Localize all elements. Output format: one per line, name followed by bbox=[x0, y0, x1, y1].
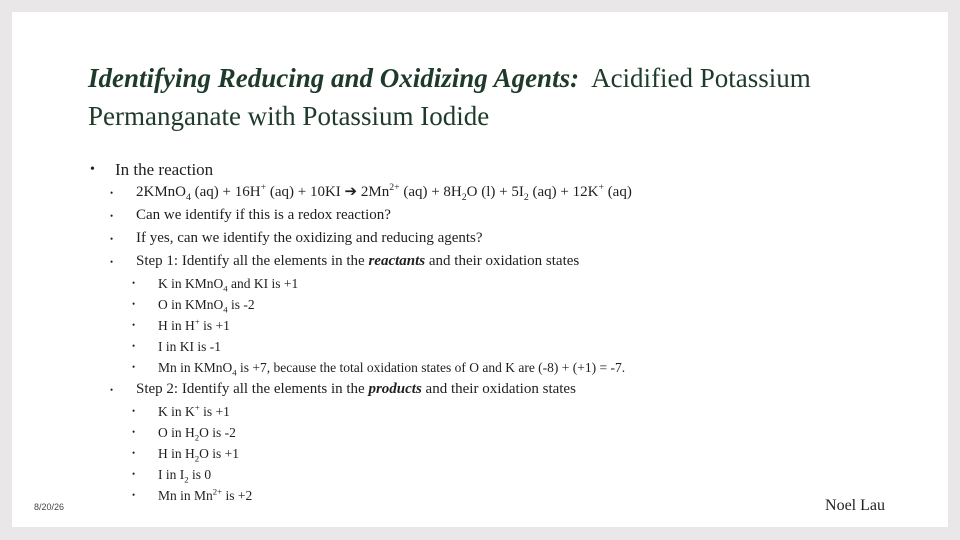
title-emphasis: Identifying Reducing and Oxidizing Agents: bbox=[88, 63, 580, 93]
product-item: • H in $H_2O$ is +1 bbox=[132, 446, 240, 464]
bullet-question-agents: • If yes, can we identify the oxidizing and reducing agents? bbox=[110, 230, 483, 246]
slide bbox=[12, 12, 948, 527]
bullet-list bbox=[88, 159, 928, 508]
reactant-item: • O in KMnO$_4$ is -2 bbox=[132, 297, 255, 315]
bullet-in-the-reaction: • In the reaction bbox=[90, 160, 214, 179]
product-item: • I in $I_2$ is 0 bbox=[132, 467, 212, 485]
footer-date: 8/20/26 bbox=[34, 502, 65, 512]
bullet-step1: • Step 1: Identify all the elements in the reactants and their oxidation states bbox=[110, 253, 580, 269]
bullet-step2: • Step 2: Identify all the elements in the products and their oxidation states bbox=[110, 381, 576, 397]
reactant-item: • I in KI is -1 bbox=[132, 339, 221, 354]
product-item: • O in $H_2O$ is -2 bbox=[132, 425, 236, 443]
bullet-question-redox: • Can we identify if this is a redox reaction? bbox=[110, 207, 391, 223]
footer-author: Noel Lau bbox=[825, 497, 885, 514]
reactant-item: • Mn in KMnO$_4$ is +7, because the total oxidation states of O and K are (-8) + (+1) = -7. bbox=[132, 360, 626, 378]
reactant-item: • K in KMnO$_4$ and KI is +1 bbox=[132, 276, 299, 294]
slide-title bbox=[88, 59, 908, 135]
title-rest: Acidified Potassium Permanganate with Potassium Iodide bbox=[88, 63, 811, 131]
reactant-item: • H in H+ is +1 bbox=[132, 316, 230, 333]
arrow-icon: ➔ bbox=[344, 184, 358, 200]
product-item: • Mn in $Mn^{2+}$ is +2 bbox=[132, 486, 253, 503]
product-item: • K in K+ is +1 bbox=[132, 402, 230, 419]
bullet-equation: • 2KMnO$_4$ (aq) + 16H+ (aq) + 10KI ➔ $2Mn^{2+}$ $(aq) + 8H_2O$ $(l) + 5I_2$ (aq) + 12K+ (aq) bbox=[110, 182, 632, 203]
